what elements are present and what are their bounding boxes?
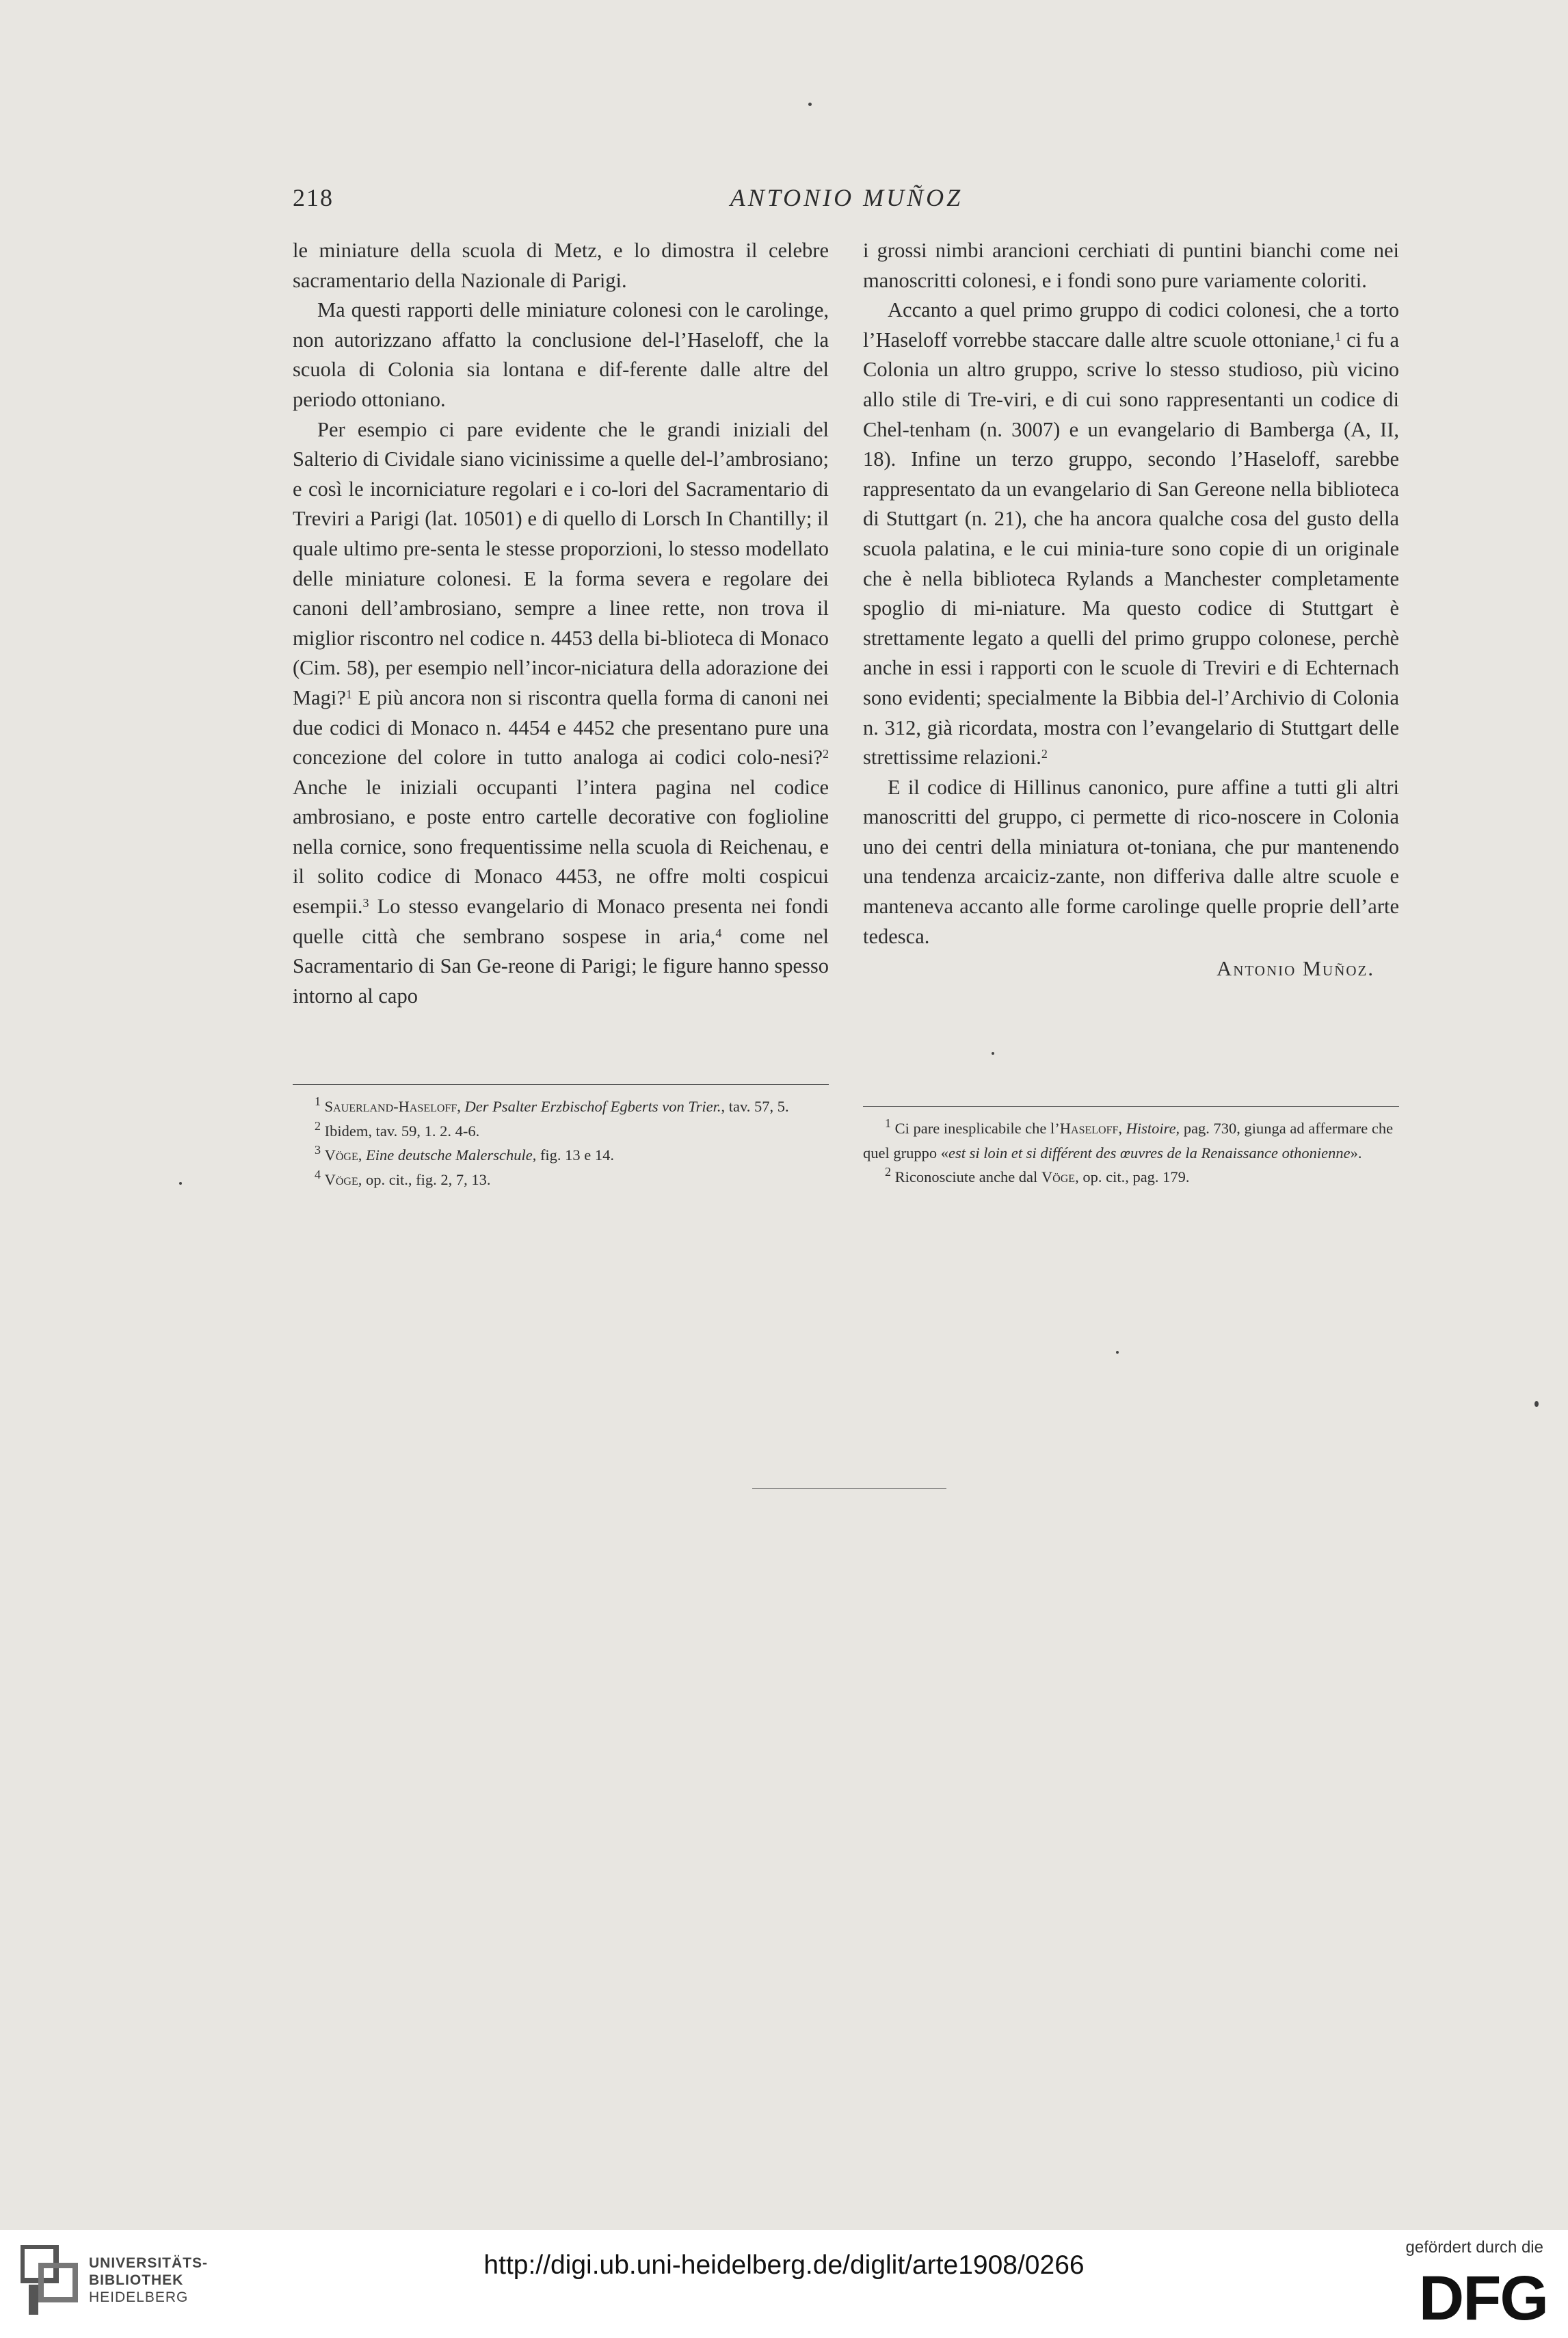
- funding-caption: gefördert durch die: [1405, 2238, 1543, 2257]
- footnote-item: $^4$ Vöge, op. cit., fig. 2, 7, 13.: [315, 1167, 491, 1188]
- permalink-url[interactable]: http://digi.ub.uni-heidelberg.de/diglit/arte1908/0266: [483, 2250, 1085, 2280]
- footnote-item: $^2$ Ibidem, tav. 59, 1. 2. 4-6.: [315, 1118, 480, 1140]
- footnote-ref: 2: [823, 747, 829, 761]
- page-end-rule: [752, 1488, 946, 1489]
- left-paragraph-3-part-c: Anche le iniziali occupanti l’intera pagina nel codice ambrosiano, e poste entro cartelle decorative con foglioline nella cornice, sono frequentissime nella scuola di Reichenau, e il solito codice di Monaco 4453, ne offre molti cospicui esempii.: [293, 775, 829, 919]
- right-paragraph-2: [863, 295, 1399, 773]
- scan-speck: [1534, 1401, 1539, 1407]
- scan-speck: [179, 1182, 182, 1185]
- scan-speck: [808, 103, 812, 106]
- footnote-ref: 1: [1335, 329, 1342, 343]
- right-paragraph-3: E il codice di Hillinus canonico, pure affine a tutti gli altri manoscritti del gruppo, ci permette di rico-noscere in Colonia uno dei centri della miniatura ot-toniana, che pur mantenendo una tendenza arcaiciz-zante, non differiva dalle altre scuole e manteneva accanto alle forme carolinge quelle proprie dell’arte tedesca.: [863, 775, 1399, 948]
- right-paragraph-1: i grossi nimbi arancioni cerchiati di puntini bianchi come nei manoscritti colonesi, e i fondi sono pure variamente coloriti.: [863, 239, 1399, 292]
- footnote-item: $^1$ Sauerland-Haseloff, Der Psalter Erzbischof Egberts von Trier., tav. 57, 5.: [315, 1094, 789, 1115]
- footnote-ref: 1: [345, 687, 352, 701]
- footnote-item: $^3$ Vöge, Eine deutsche Malerschule, fig. 13 e 14.: [315, 1143, 615, 1164]
- left-paragraph-3: [293, 415, 829, 1012]
- left-footnotes: [293, 1094, 829, 1192]
- dfg-logo: DFG: [1418, 2263, 1547, 2333]
- footnote-ref: 3: [362, 896, 369, 910]
- left-text-column: [293, 236, 829, 1011]
- footnote-item: $^2$ Riconosciute anche dal Vöge, op. cit., pag. 179.: [885, 1165, 1190, 1185]
- running-title: ANTONIO MUÑOZ: [730, 184, 964, 211]
- left-paragraph-3-part-b: E più ancora non si riscontra quella forma di canoni nei due codici di Monaco n. 4454 e 4452 che presentano pure una concezione del colore in tutto analoga ai codici colo-nesi?: [293, 685, 829, 770]
- page-header: [293, 183, 1400, 218]
- left-paragraph-3-part-a: Per esempio ci pare evidente che le grandi iniziali del Salterio di Cividale siano vicinissime a quelle del-l’ambrosiano; e così le incorniciature regolari e i co-lori del Sacramentario di Treviri a Parigi (lat. 10501) e di quello di Lorsch In Chantilly; il quale ultimo pre-senta le stesse proporzioni, lo stesso modellato delle miniature colonesi. E la forma severa e regolare dei canoni dell’ambrosiano, sempre a linee rette, non trova il miglior riscontro nel codice n. 4453 della bi-blioteca di Monaco (Cim. 58), per esempio nell’incor-niciatura della adorazione dei Magi?: [293, 417, 829, 709]
- footnote-item: $^1$ Ci pare inesplicabile che l’Haseloff, Histoire, pag. 730, giunga ad affermare che quel gruppo «est si loin et si différent des œuvres de la Renaissance othonienne».: [863, 1116, 1394, 1161]
- scan-speck: [992, 1052, 994, 1055]
- footnote-ref: 4: [715, 925, 722, 940]
- left-paragraph-1: le miniature della scuola di Metz, e lo dimostra il celebre sacramentario della Nazionale di Parigi.: [293, 239, 829, 292]
- right-footnotes: [863, 1116, 1399, 1190]
- page-number: 218: [293, 184, 334, 211]
- footnote-separator-left: [293, 1084, 829, 1085]
- left-paragraph-3-part-d: Lo stesso evangelario di Monaco presenta nei fondi quelle città che sembrano sospese in aria,: [293, 895, 829, 948]
- footnote-ref: 2: [1041, 747, 1048, 761]
- right-text-column: [863, 236, 1399, 984]
- left-paragraph-2: Ma questi rapporti delle miniature colonesi con le carolinge, non autorizzano affatto la conclusione del-l’Haseloff, che la scuola di Colonia sia lontana e dif-ferente dalle altre del periodo ottoniano.: [293, 298, 829, 411]
- left-paragraph-3-part-e: come nel Sacramentario di San Ge-reone di Parigi; le figure hanno spesso intorno al capo: [293, 924, 829, 1008]
- author-signature: Antonio Muñoz.: [1217, 957, 1374, 981]
- scan-speck: [1116, 1351, 1119, 1354]
- library-name: UNIVERSITÄTS- BIBLIOTHEK HEIDELBERG: [89, 2255, 209, 2305]
- footnote-separator-right: [863, 1106, 1399, 1107]
- digitization-footer: [0, 2230, 1568, 2338]
- right-paragraph-2-part-b: ci fu a Colonia un altro gruppo, scrive lo stesso studioso, più vicino allo stile di Tre-viri, e di cui sono rappresentanti un codice di Chel-tenham (n. 3007) e un evangelario di Bamberga (A, II, 18). Infine un terzo gruppo, secondo l’Haseloff, sarebbe rappresentato da un evangelario di San Gereone nella biblioteca di Stuttgart (n. 21), che ha ancora qualche cosa del gusto della scuola palatina, e le cui minia-ture sono copie di un originale che è nella biblioteca Rylands a Manchester completamente spoglio di mi-niature. Ma questo codice di Stuttgart è strettamente legato a quelli del primo gruppo colonese, perchè anche in essi i rapporti con le scuole di Treviri e di Echternach sono evidenti; specialmente la Bibbia del-l’Archivio di Colonia n. 312, già ricordata, mostra con l’evangelario di Stuttgart delle strettissime relazioni.: [863, 328, 1399, 770]
- right-paragraph-2-part-a: Accanto a quel primo gruppo di codici colonesi, che a torto l’Haseloff vorrebbe staccare dalle altre scuole ottoniane,: [863, 298, 1399, 352]
